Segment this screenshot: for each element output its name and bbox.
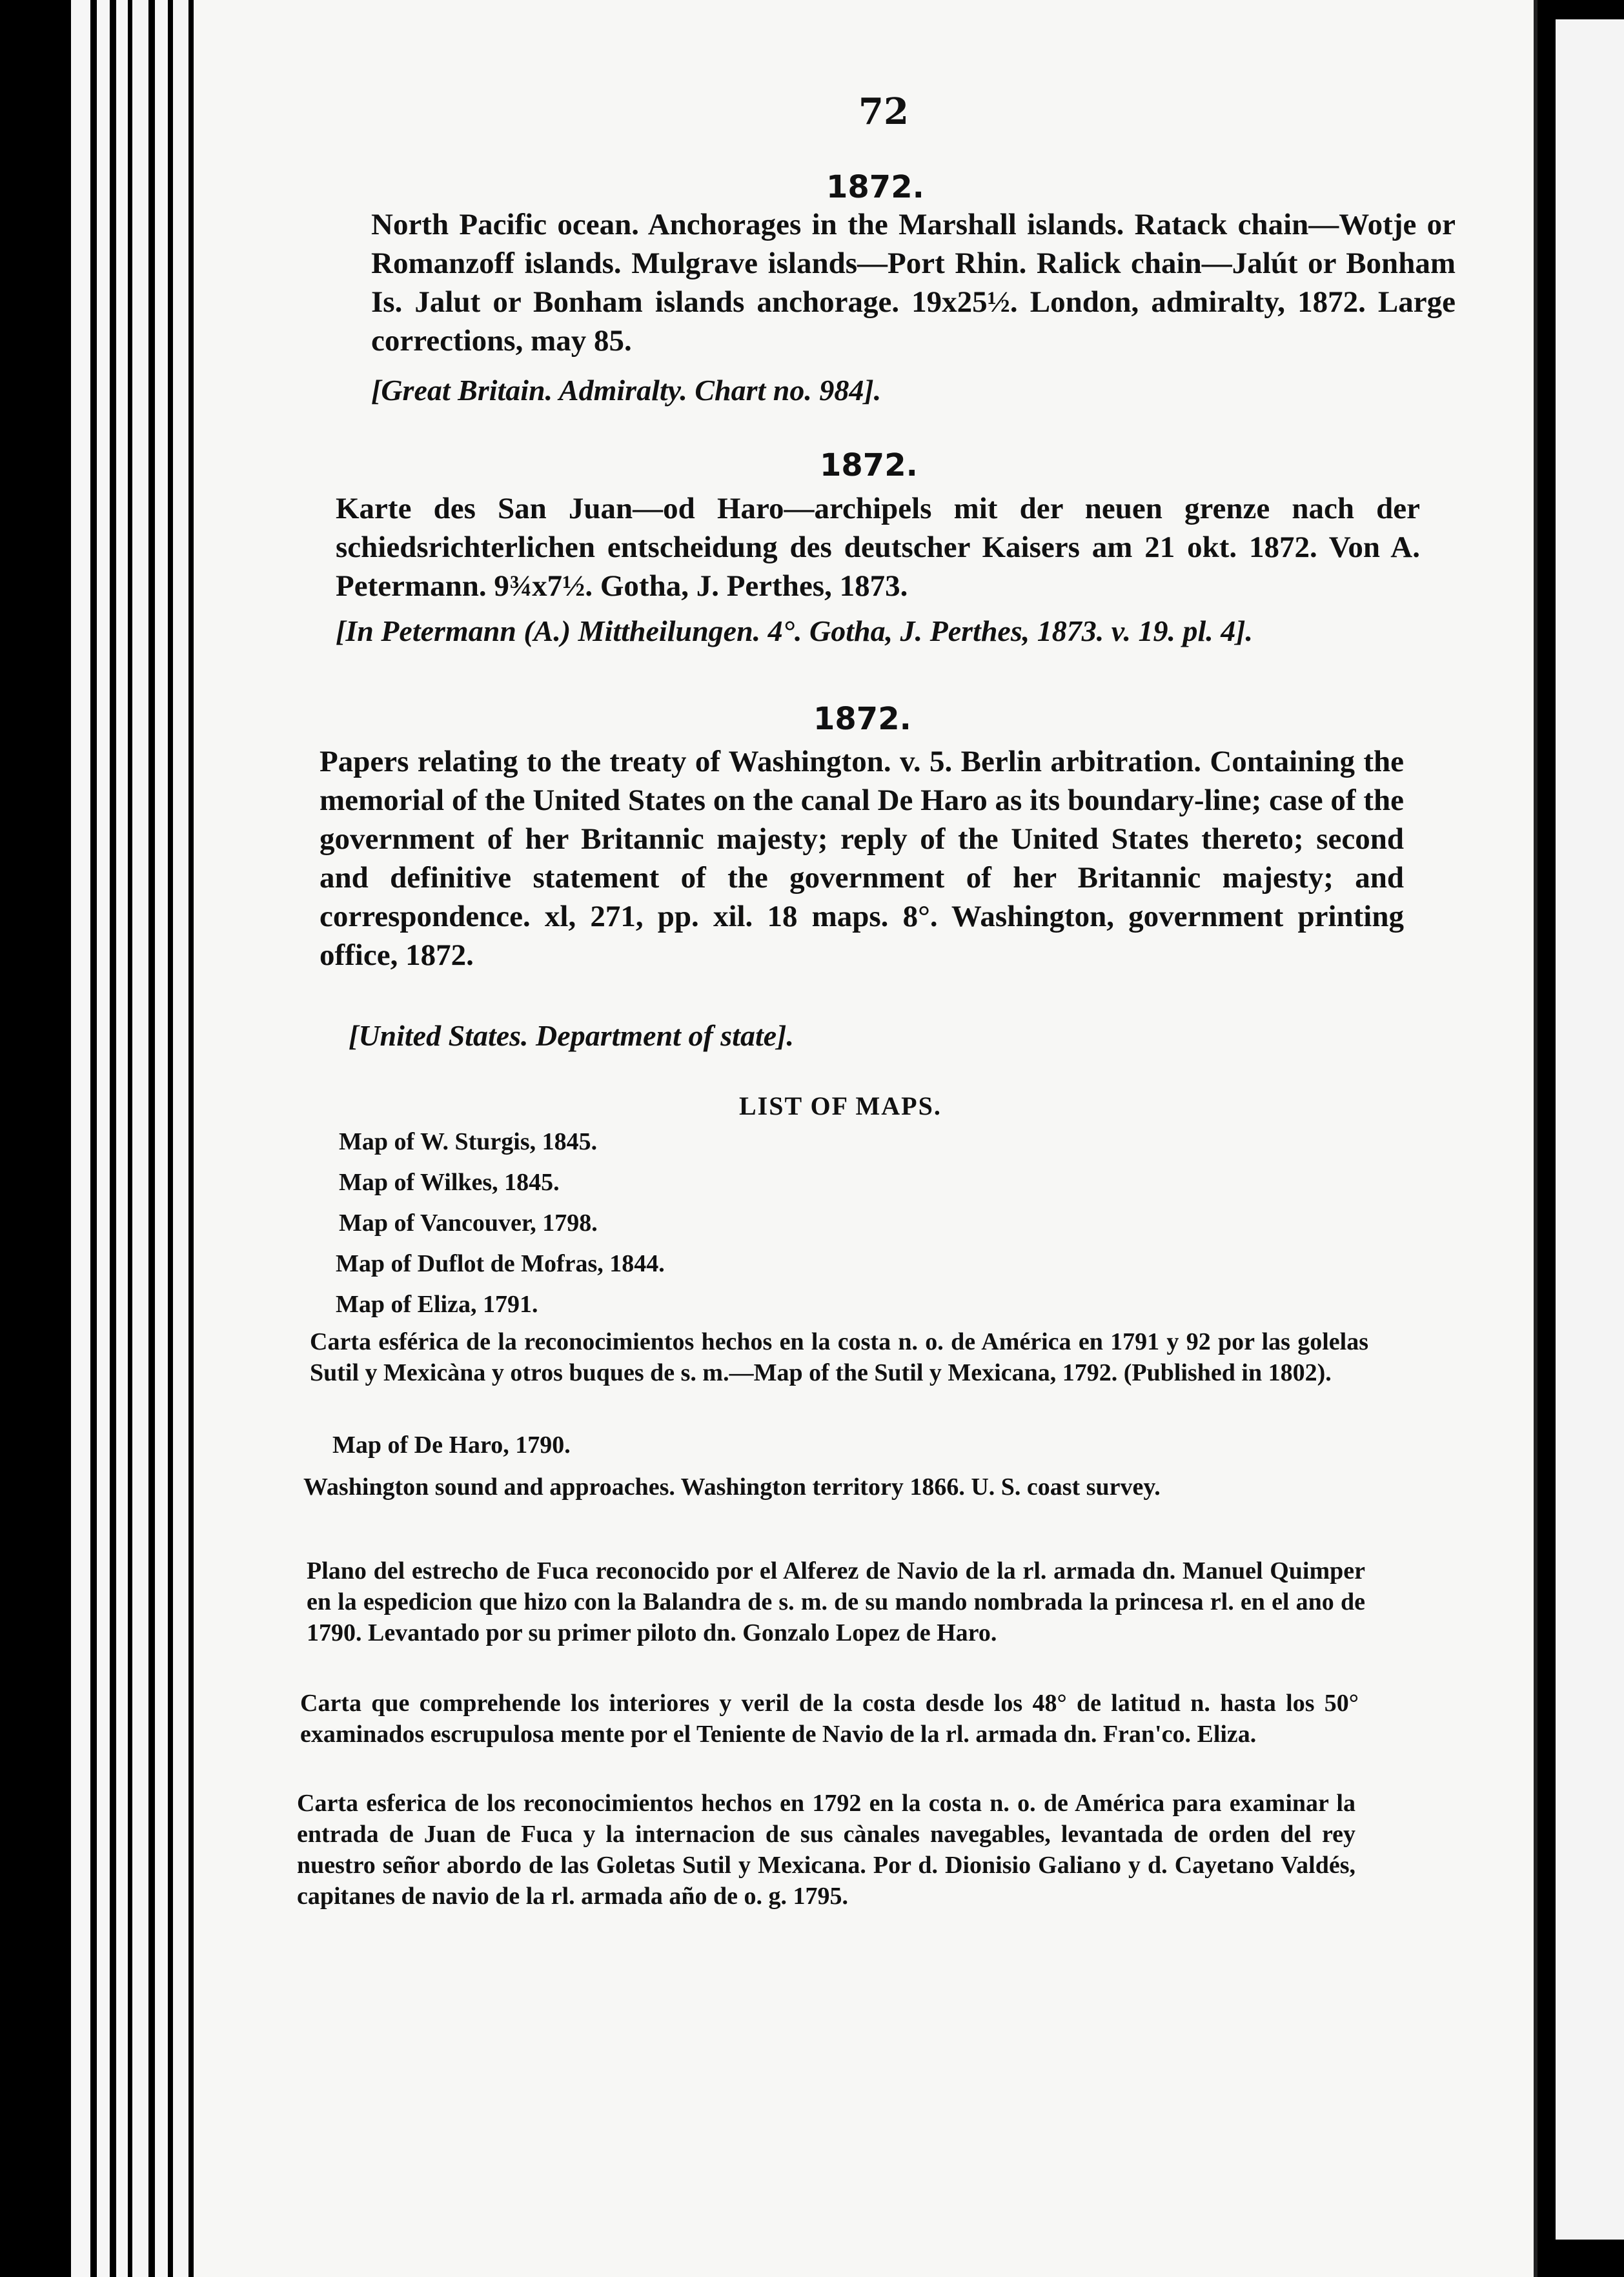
entry-year: 1872.: [826, 169, 924, 205]
map-list-item: Carta que comprehende los interiores y veril de la costa desde los 48° de latitud n. hasta los 50° examinados escrupulosa mente por el Teniente de Navio de la rl. armada dn. Fran'co. Eliza.: [300, 1690, 1359, 1748]
entry-citation: [United States. Department of state].: [349, 1019, 794, 1052]
page-stack-edge: [116, 0, 128, 2277]
map-list-item: Map of Wilkes, 1845.: [339, 1169, 560, 1196]
entry-citation: [Great Britain. Admiralty. Chart no. 984].: [371, 374, 882, 407]
page-stack-edge: [71, 0, 90, 2277]
page-stack-edge: [132, 0, 148, 2277]
map-list-item: Map of Vancouver, 1798.: [339, 1209, 598, 1237]
entry-year: 1872.: [820, 447, 918, 483]
page-number: 72: [858, 90, 909, 133]
map-list-item: Map of Eliza, 1791.: [336, 1291, 538, 1318]
page-stack-edge: [97, 0, 110, 2277]
map-list-item: Washington sound and approaches. Washington territory 1866. U. S. coast survey.: [303, 1473, 1161, 1501]
entry-year: 1872.: [813, 701, 911, 737]
entry-citation: [In Petermann (A.) Mittheilungen. 4°. Gotha, J. Perthes, 1873. v. 19. pl. 4].: [336, 614, 1254, 647]
map-list-item: Carta esferica de los reconocimientos hechos en 1792 en la costa n. o. de América para examinar la entrada de Juan de Fuca y la internacion de sus cànales navegables, levantada de orden del rey nuestro señor abordo de las Goletas Sutil y Mexicana. Por d. Dionisio Galiano y d. Cayetano Valdés, capitanes de navio de la rl. armada año de o. g. 1795.: [297, 1790, 1355, 1910]
page-stack-edge: [155, 0, 168, 2277]
list-of-maps-heading: LIST OF MAPS.: [739, 1091, 942, 1120]
page-edge-line: [1534, 0, 1538, 2277]
facing-page-edge: [1556, 19, 1624, 2240]
map-list-item: Map of Duflot de Mofras, 1844.: [336, 1250, 665, 1277]
map-list-item: Map of W. Sturgis, 1845.: [339, 1128, 598, 1155]
entry-text: North Pacific ocean. Anchorages in the Marshall islands. Ratack chain—Wotje or Romanzoff islands. Mulgrave islands—Port Rhin. Ralick chain—Jalút or Bonham Is. Jalut or Bonham islands anchorage. 19x25½. London, admiralty, 1872. Large corrections, may 85.: [371, 208, 1456, 358]
entry-text: Karte des San Juan—od Haro—archipels mit der neuen grenze nach der schiedsrichterlichen entscheidung des deutscher Kaisers am 21 okt. 1872. Von A. Petermann. 9¾x7½. Gotha, J. Perthes, 1873.: [336, 492, 1420, 603]
map-list-item: Map of De Haro, 1790.: [332, 1432, 571, 1459]
map-list-item: Plano del estrecho de Fuca reconocido por el Alferez de Navio de la rl. armada dn. Manuel Quimper en la espedicion que hizo con la Balandra de s. m. de su mando nombrada la princesa rl. en el ano de 1790. Levantado por su primer piloto dn. Gonzalo Lopez de Haro.: [307, 1557, 1365, 1646]
page-stack-edge: [173, 0, 188, 2277]
entry-text: Papers relating to the treaty of Washington. v. 5. Berlin arbitration. Containing the memorial of the United States on the canal De Haro as its boundary-line; case of the government of her Britannic majesty; reply of the United States thereto; second and definitive statement of the government of her Britannic majesty; and correspondence. xl, 271, pp. xil. 18 maps. 8°. Washington, government printing office, 1872.: [320, 745, 1404, 972]
map-list-item: Carta esférica de la reconocimientos hechos en la costa n. o. de América en 1791 y 92 por las golelas Sutil y Mexicàna y otros buques de s. m.—Map of the Sutil y Mexicana, 1792. (Published in 1802).: [310, 1328, 1368, 1386]
